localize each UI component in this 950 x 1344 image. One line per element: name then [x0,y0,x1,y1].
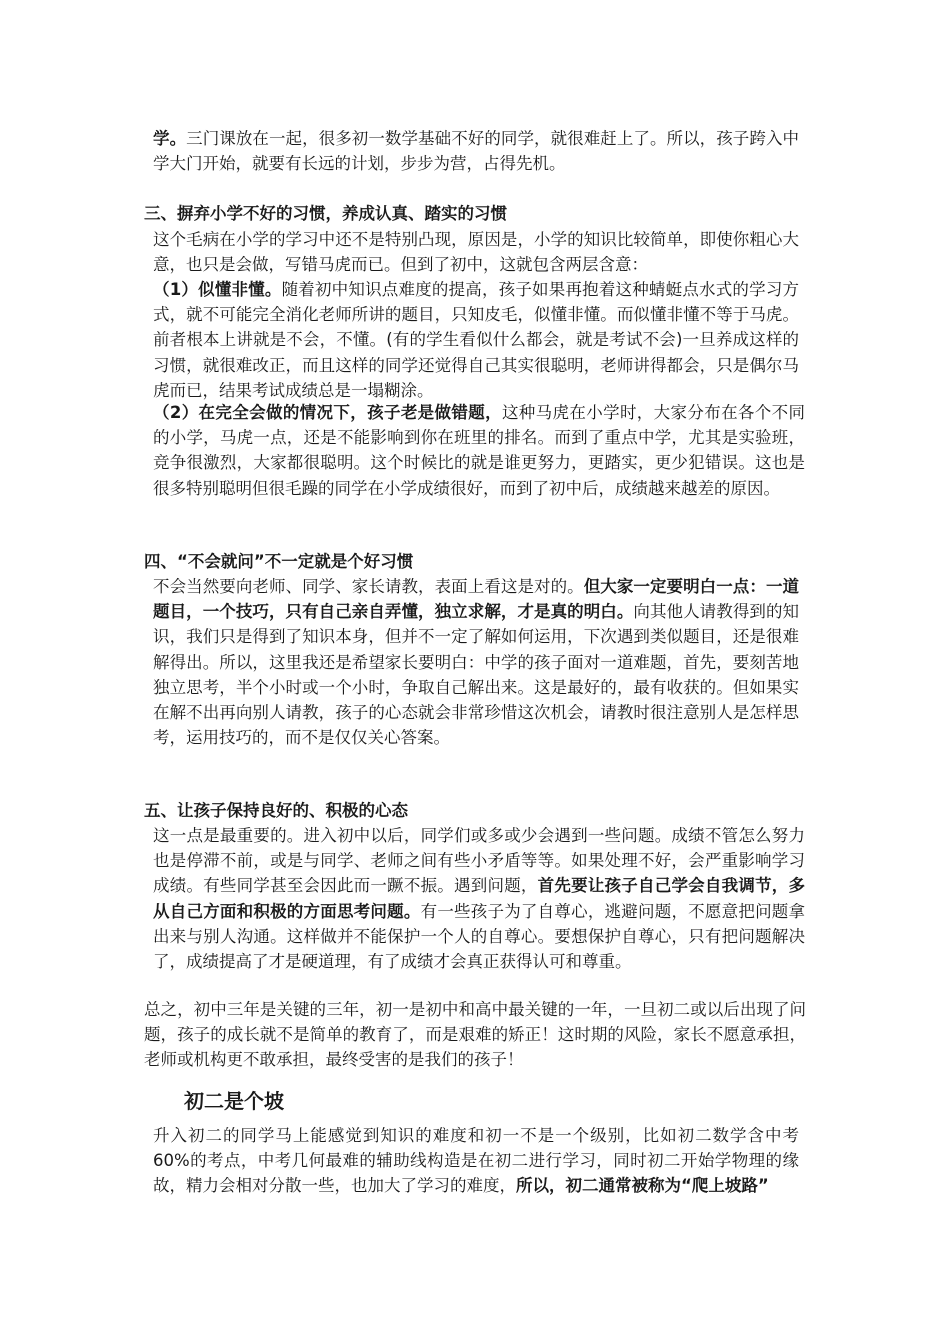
section-3-paragraph-3 [153,400,805,501]
section-3-point-2-bold: （2）在完全会做的情况下，孩子老是做错题， [153,403,502,422]
grade-2-bold: 所以，初二通常被称为“爬上坡路” [516,1176,769,1196]
section-3-paragraph-1: 这个毛病在小学的学习中还不是特别凸现，原因是，小学的知识比较简单，即使你粗心大意，也只是会做，写错马虎而已。但到了初中，这就包含两层含意： [153,230,799,275]
section-3-heading: 三、摒弃小学不好的习惯，养成认真、踏实的习惯 [144,204,507,223]
intro-text: 三门课放在一起，很多初一数学基础不好的同学，就很难赶上了。所以，孩子跨入中学大门开始，就要有长远的计划，步步为营，占得先机。 [153,129,800,174]
section-4-paragraph [153,574,799,750]
section-4-bold: 但大家一定要明白一点：一道题目，一个技巧，只有自己亲自弄懂，独立求解，才是真的明白。 [153,577,800,622]
section-3-point-1-text: 随着初中知识点难度的提高，孩子如果再抱着这种蜻蜓点水式的学习方式，就不可能完全消化老师所讲的题目，只知皮毛，似懂非懂。而似懂非懂不等于马虎。前者根本上讲就是不会，不懂。(有的学生看似什么都会，就是考试不会)一旦养成这样的习惯，就很难改正，而且这样的同学还觉得自己其实很聪明，老师讲得都会，只是偶尔马虎而已，结果考试成绩总是一塌糊涂。 [153,280,800,400]
section-3-paragraph-2 [153,277,799,403]
section-5-bold: 首先要让孩子自己学会自我调节，多从自己方面和积极的方面思考问题。 [153,876,806,921]
section-5-heading: 五、让孩子保持良好的、积极的心态 [144,801,408,820]
section-5-text-1: 这一点是最重要的。进入初中以后，同学们或多或少会遇到一些问题。成绩不管怎么努力也是停滞不前，或是与同学、老师之间有些小矛盾等等。如果处理不好，会严重影响学习成绩。有些同学甚至会因此而一蹶不振。遇到问题， [153,826,805,896]
grade-2-text: 升入初二的同学马上能感觉到知识的难度和初一不是一个级别，比如初二数学含中考 60%的考点，中考几何最难的辅助线构造是在初二进行学习，同时初二开始学物理的缘故，精力会相对分散一些，也加大了学习的难度， [153,1126,799,1196]
section-3-point-2-text: 这种马虎在小学时，大家分布在各个不同的小学，马虎一点，还是不能影响到你在班里的排名。而到了重点中学，尤其是实验班，竞争很激烈，大家都很聪明。这个时候比的就是谁更努力，更踏实，更少犯错误。这也是很多特别聪明但很毛躁的同学在小学成绩很好，而到了初中后，成绩越来越差的原因。 [153,403,805,498]
grade-2-paragraph [153,1123,799,1199]
section-4-text-1: 不会当然要向老师、同学、家长请教，表面上看这是对的。 [153,577,584,596]
intro-paragraph [153,126,799,176]
section-5-text-2: 有一些孩子为了自尊心，逃避问题，不愿意把问题拿出来与别人沟通。这样做并不能保护一个人的自尊心。要想保护自尊心，只有把问题解决了，成绩提高了才是硬道理，有了成绩才会真正获得认可和尊重。 [153,901,806,972]
intro-bold: 学。 [153,129,187,148]
section-5-paragraph [153,823,805,974]
grade-2-heading: 初二是个坡 [184,1089,284,1113]
section-4-text-2: 向其他人请教得到的知识，我们只是得到了知识本身，但并不一定了解如何运用，下次遇到类似题目，还是很难解得出。所以，这里我还是希望家长要明白：中学的孩子面对一道难题，首先，要刻苦地独立思考，半个小时或一个小时，争取自己解出来。这是最好的，最有收获的。但如果实在解不出再向别人请教，孩子的心态就会非常珍惜这次机会，请教时很注意别人是怎样思考，运用技巧的，而不是仅仅关心答案。 [153,602,800,748]
section-3-point-1-bold: （1）似懂非懂。 [153,280,282,299]
section-4-heading: 四、“不会就问”不一定就是个好习惯 [144,552,414,571]
summary-paragraph: 总之，初中三年是关键的三年，初一是初中和高中最关键的一年，一旦初二或以后出现了问题，孩子的成长就不是简单的教育了，而是艰难的矫正！这时期的风险，家长不愿意承担，老师或机构更不敢承担，最终受害的是我们的孩子！ [144,1000,806,1070]
